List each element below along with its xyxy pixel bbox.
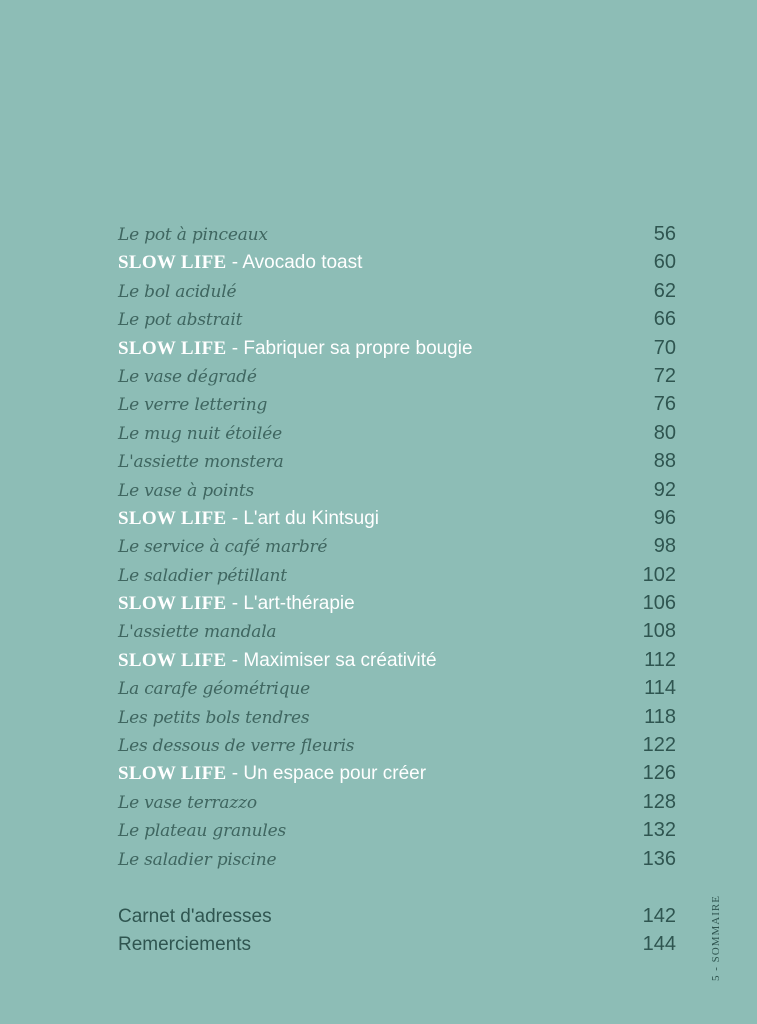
toc-entry-title (118, 249, 362, 277)
toc-entry-title: Le vase dégradé (118, 366, 257, 387)
page-number: 92 (653, 478, 676, 501)
toc-row (118, 816, 676, 844)
page-number: 128 (642, 790, 676, 813)
toc-row (118, 646, 676, 674)
page-number: 122 (642, 734, 676, 757)
back-matter-row (118, 902, 676, 930)
slow-life-tag: SLOW LIFE (118, 593, 227, 615)
slow-life-tag: SLOW LIFE (118, 252, 227, 274)
slow-life-subtitle: - Fabriquer sa propre bougie (226, 337, 473, 359)
table-of-contents (118, 220, 676, 873)
toc-row (118, 703, 676, 731)
back-matter-row (118, 930, 676, 958)
toc-row (118, 362, 676, 390)
slow-life-subtitle: - Avocado toast (226, 252, 363, 274)
page-number: 112 (644, 648, 676, 671)
toc-row (118, 447, 676, 475)
slow-life-tag: SLOW LIFE (118, 337, 227, 359)
folio-section-name: SOMMAIRE (710, 894, 722, 962)
toc-row (118, 731, 676, 759)
slow-life-subtitle: - Un espace pour créer (226, 763, 427, 785)
page-number: 76 (653, 393, 676, 416)
page-number: 66 (653, 308, 676, 331)
back-matter-title: Carnet d'adresses (118, 906, 272, 927)
toc-entry-title: Le service à café marbré (118, 537, 328, 558)
toc-entry-title: L'assiette mandala (118, 622, 277, 643)
toc-row (118, 305, 676, 333)
page-number: 102 (642, 563, 676, 586)
toc-row (118, 390, 676, 418)
toc-row (118, 788, 676, 816)
toc-row (118, 674, 676, 702)
toc-row (118, 504, 676, 532)
toc-entry-title (118, 335, 473, 363)
slow-life-tag: SLOW LIFE (118, 763, 227, 785)
toc-entry-title (118, 647, 437, 675)
toc-row (118, 419, 676, 447)
toc-entry-title: Le plateau granules (118, 821, 287, 842)
toc-entry-title: Le verre lettering (118, 395, 268, 416)
folio-separator: - (710, 965, 722, 971)
back-matter-title: Remerciements (118, 934, 252, 956)
page-number: 62 (653, 279, 676, 302)
toc-row (118, 589, 676, 617)
toc-entry-title: Le saladier piscine (118, 849, 277, 870)
page-number: 142 (642, 905, 676, 927)
toc-entry-title (118, 760, 426, 788)
slow-life-subtitle: - L'art-thérapie (226, 593, 355, 615)
slow-life-tag: SLOW LIFE (118, 649, 227, 671)
page-number: 108 (642, 620, 676, 643)
slow-life-subtitle: - L'art du Kintsugi (226, 507, 380, 529)
toc-entry-title: Le pot abstrait (118, 310, 243, 331)
toc-entry-title: Le mug nuit étoilée (118, 423, 283, 444)
folio-page-number: 5 (710, 973, 722, 981)
back-matter-list (118, 902, 676, 959)
page-number: 70 (653, 336, 676, 359)
page-number: 60 (653, 251, 676, 274)
page-number: 56 (653, 223, 676, 245)
page-number: 72 (653, 364, 676, 387)
toc-row (118, 334, 676, 362)
toc-row (118, 277, 676, 305)
slow-life-subtitle: - Maximiser sa créativité (226, 649, 437, 671)
toc-row (118, 220, 676, 248)
toc-entry-title: Les dessous de verre fleuris (118, 736, 355, 757)
toc-entry-title: Le vase à points (118, 480, 255, 501)
page-number: 96 (653, 506, 676, 529)
page-number: 80 (653, 421, 676, 444)
toc-row (118, 248, 676, 276)
toc-entry-title: Le pot à pinceaux (118, 225, 268, 245)
toc-row (118, 476, 676, 504)
side-folio (700, 880, 732, 995)
page-number: 88 (653, 450, 676, 473)
toc-entry-title: Les petits bols tendres (118, 707, 310, 728)
toc-row (118, 617, 676, 645)
toc-entry-title: Le saladier pétillant (118, 565, 287, 586)
page-number: 114 (644, 677, 676, 700)
toc-entry-title (118, 505, 379, 533)
page-number: 132 (642, 819, 676, 842)
toc-row (118, 561, 676, 589)
page-number: 106 (642, 592, 676, 615)
toc-entry-title (118, 590, 355, 618)
toc-entry-title: L'assiette monstera (118, 452, 284, 473)
page-number: 126 (642, 762, 676, 785)
page-number: 144 (642, 933, 676, 956)
toc-entry-title: La carafe géométrique (118, 679, 310, 700)
side-folio-text (710, 895, 722, 981)
toc-row (118, 845, 676, 873)
page-number: 136 (642, 847, 676, 870)
toc-entry-title: Le bol acidulé (118, 281, 237, 302)
toc-row (118, 759, 676, 787)
page-number: 118 (644, 705, 676, 728)
slow-life-tag: SLOW LIFE (118, 507, 227, 529)
toc-entry-title: Le vase terrazzo (118, 792, 257, 813)
page-number: 98 (653, 535, 676, 558)
toc-row (118, 532, 676, 560)
